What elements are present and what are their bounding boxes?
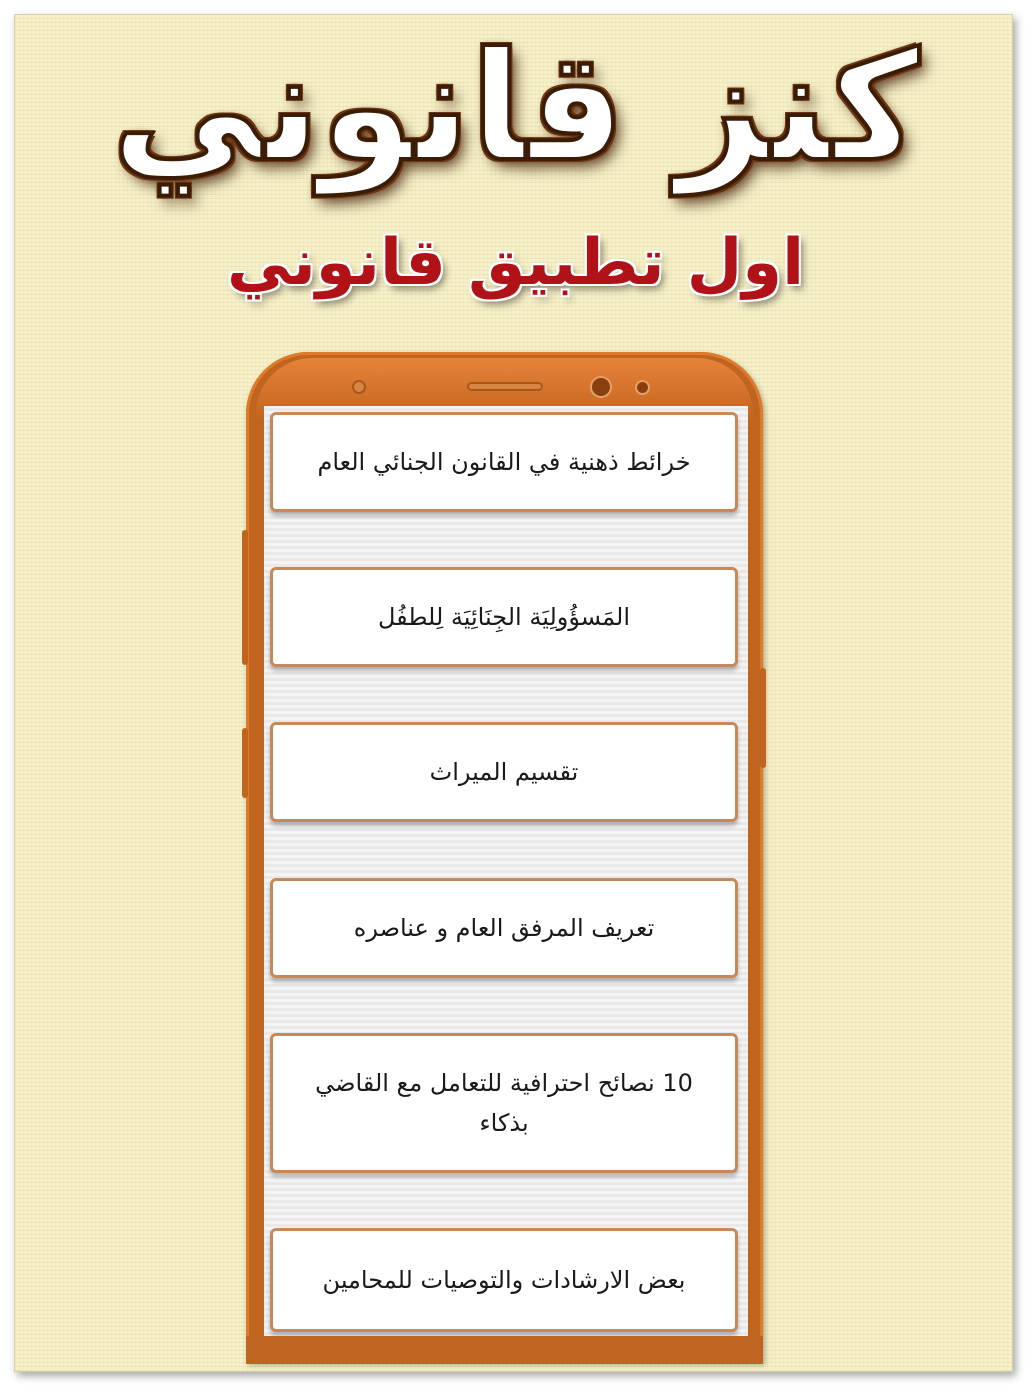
earpiece-speaker-icon (467, 382, 543, 391)
phone-bixby-button (242, 728, 248, 798)
phone-bottom-bezel (246, 1336, 763, 1364)
menu-item-public-utility-definition[interactable] (270, 878, 738, 978)
menu-item-label: تعريف المرفق العام و عناصره (353, 914, 655, 942)
menu-item-label: تقسيم الميراث (429, 758, 579, 786)
menu-item-inheritance-division[interactable] (270, 722, 738, 822)
menu-item-label: 10 نصائح احترافية للتعامل مع القاضي بذكاء (315, 1069, 693, 1137)
phone-volume-button (242, 530, 248, 665)
menu-item-lawyer-guidance[interactable] (270, 1228, 738, 1332)
phone-power-button (760, 668, 766, 768)
menu-item-label: خرائط ذهنية في القانون الجنائي العام (317, 448, 691, 476)
light-sensor-icon (637, 382, 648, 393)
menu-item-judge-tips[interactable] (270, 1033, 738, 1173)
menu-item-label: المَسؤُولِيَة الجِنَائِيَة لِلطفُل (378, 603, 631, 631)
front-camera-icon (592, 378, 610, 396)
menu-item-label: بعض الارشادات والتوصيات للمحامين (322, 1266, 686, 1294)
menu-item-mind-maps[interactable] (270, 412, 738, 512)
proximity-sensor-icon (352, 380, 366, 394)
menu-item-child-criminal-liability[interactable] (270, 567, 738, 667)
app-subtitle: اول تطبيق قانوني (227, 226, 804, 300)
app-title: كنز قانوني (112, 21, 919, 195)
